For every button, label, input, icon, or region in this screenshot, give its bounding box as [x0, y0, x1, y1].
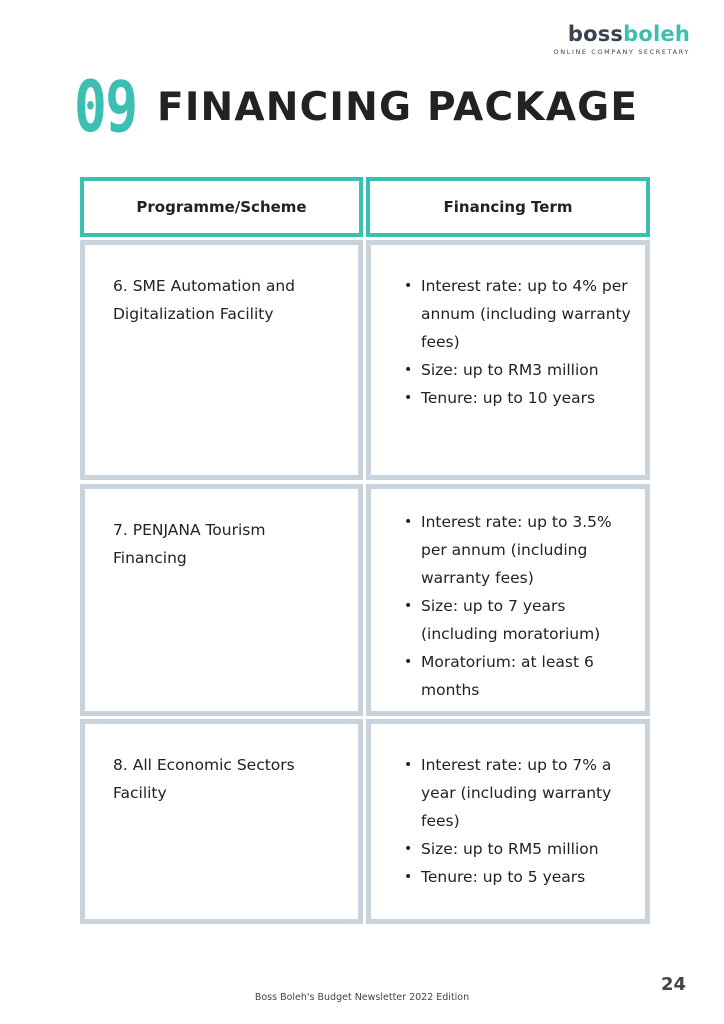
- terms-list: [399, 508, 631, 704]
- logo-wordmark: [554, 22, 690, 46]
- logo-tagline: ONLINE COMPANY SECRETARY: [553, 48, 690, 56]
- section-number: 09: [74, 66, 137, 148]
- list-item: • Tenure: up to 10 years: [421, 384, 631, 412]
- table-cell-programme-row1: [80, 240, 363, 480]
- list-item: • Moratorium: at least 6 months: [421, 648, 631, 704]
- logo-word-boss: boss: [567, 22, 624, 46]
- programme-name: 8. All Economic Sectors Facility: [113, 756, 295, 802]
- list-item: • Size: up to RM3 million: [421, 356, 631, 384]
- programme-name: 7. PENJANA Tourism Financing: [113, 521, 266, 567]
- terms-list: [399, 751, 631, 891]
- table-cell-terms-row1: [366, 240, 650, 480]
- table-cell-terms-row2: [366, 484, 650, 716]
- footer-text: Boss Boleh's Budget Newsletter 2022 Edition: [254, 992, 470, 1003]
- list-item: • Tenure: up to 5 years: [421, 863, 631, 891]
- terms-list: [399, 272, 631, 412]
- page-number: 24: [660, 974, 686, 995]
- brand-logo: [554, 22, 690, 56]
- table-cell-terms-row3: [366, 719, 650, 924]
- table-header-programme: Programme/Scheme: [80, 177, 363, 237]
- list-item: • Interest rate: up to 3.5% per annum (including warranty fees): [421, 508, 631, 592]
- table-cell-programme-row3: [80, 719, 363, 924]
- logo-word-boleh: boleh: [623, 22, 690, 46]
- table-cell-programme-row2: [80, 484, 363, 716]
- list-item: • Size: up to 7 years (including moratorium): [421, 592, 631, 648]
- list-item: • Interest rate: up to 4% per annum (including warranty fees): [421, 272, 631, 356]
- list-item: • Size: up to RM5 million: [421, 835, 631, 863]
- list-item: • Interest rate: up to 7% a year (including warranty fees): [421, 751, 631, 835]
- page-title: FINANCING PACKAGE: [157, 85, 639, 130]
- table-header-financing-term: Financing Term: [366, 177, 650, 237]
- programme-name: 6. SME Automation and Digitalization Facility: [113, 277, 296, 323]
